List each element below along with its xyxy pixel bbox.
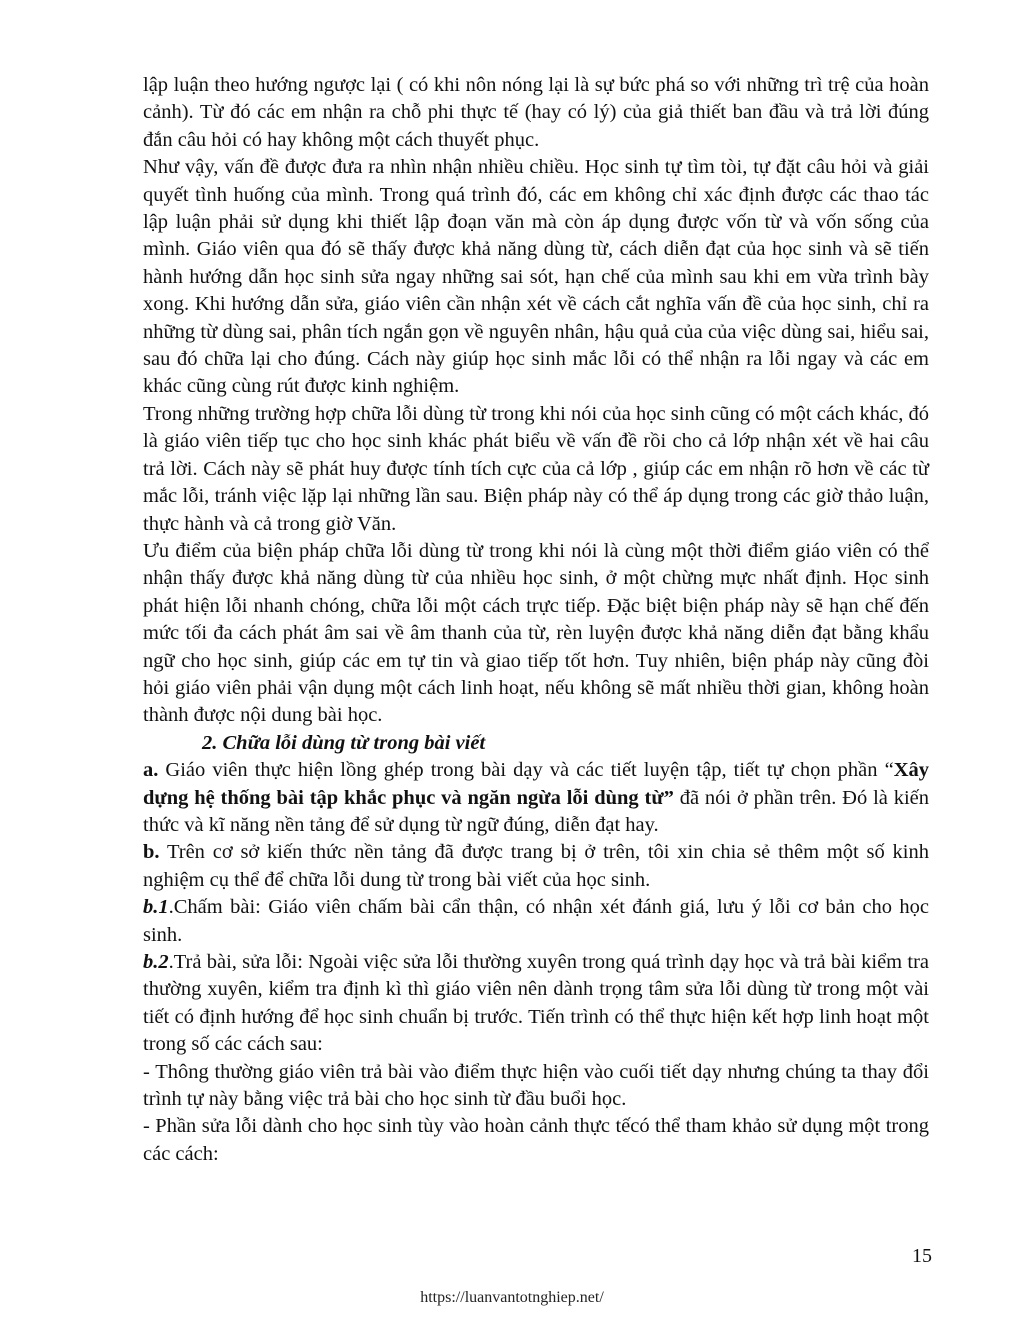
- paragraph-1: lập luận theo hướng ngược lại ( có khi nôn nóng lại là sự bức phá so với những trì trệ của hoàn cảnh). Từ đó các em nhận ra chỗ phi thực tế (hay có lý) của giả thiết ban đầu và trả lời đúng đắn câu hỏi có hay không một cách thuyết phục.: [143, 74, 929, 151]
- section-heading: 2. Chữa lỗi dùng từ trong bài viết: [202, 731, 486, 754]
- paragraph-b-text: Trên cơ sở kiến thức nền tảng đã được trang bị ở trên, tôi xin chia sẻ thêm một số kinh nghiệm cụ thể để chữa lỗi dung từ trong bài viết của học sinh.: [143, 841, 929, 891]
- paragraph-b2-text: .Trả bài, sửa lỗi: Ngoài việc sửa lỗi thường xuyên trong quá trình dạy học và trả bài kiểm tra thường xuyên, kiểm tra định kì thì giáo viên nên dành trọng tâm sửa lỗi dùng từ trong một vài tiết có định hướng để học sinh chuẩn bị trước. Tiến trình có thể thực hiện kết hợp linh hoạt một trong số các cách sau:: [143, 951, 929, 1056]
- paragraph-b1-text: .Chấm bài: Giáo viên chấm bài cẩn thận, có nhận xét đánh giá, lưu ý lỗi cơ bản cho học sinh.: [143, 896, 929, 946]
- paragraph-a-text-1: Giáo viên thực hiện lồng ghép trong bài dạy và các tiết luyện tập, tiết tự chọn phần “: [158, 759, 894, 782]
- dash-item-1: - Thông thường giáo viên trả bài vào điểm thực hiện vào cuối tiết dạy nhưng chúng ta thay đổi trình tự này bằng việc trả bài cho học sinh từ đầu buổi học.: [143, 1060, 929, 1111]
- paragraph-2: Như vậy, vấn đề được đưa ra nhìn nhận nhiều chiều. Học sinh tự tìm tòi, tự đặt câu hỏi và giải quyết tình huống của mình. Trong quá trình đó, các em không chỉ xác định được các thao tác lập luận phải sử dụng khi thiết lập đoạn văn mà còn áp dụng được vốn từ và vốn sống của mình. Giáo viên qua đó sẽ thấy được khả năng dùng từ, cách diễn đạt của học sinh và sẽ tiến hành hướng dẫn học sinh sửa ngay những sai sót, hạn chế của mình sau khi em vừa trình bày xong. Khi hướng dẫn sửa, giáo viên cần nhận xét về cách cắt nghĩa vấn đề của học sinh, chỉ ra những từ dùng sai, phân tích ngắn gọn về nguyên nhân, hậu quả của của việc dùng sai, hiểu sai, sau đó chữa lại cho đúng. Cách này giúp học sinh mắc lỗi có thể nhận ra lỗi ngay và các em khác cũng cùng rút được kinh nghiệm.: [143, 156, 929, 398]
- paragraph-b: [143, 839, 929, 894]
- paragraph-a-bold-title: Xây dựng hệ thống bài tập khắc phục và ngăn ngừa lỗi dùng từ”: [143, 759, 929, 809]
- paragraph-b1: [143, 894, 929, 949]
- dash-item-2: - Phần sửa lỗi dành cho học sinh tùy vào hoàn cảnh thực tếcó thể tham khảo sử dụng một trong các cách:: [143, 1115, 929, 1165]
- document-body: [143, 72, 929, 1168]
- paragraph-b2-label: b.2: [143, 951, 169, 973]
- paragraph-a-label: a.: [143, 759, 159, 782]
- paragraph-b2: [143, 949, 929, 1059]
- page-number: 15: [912, 1245, 932, 1267]
- paragraph-b1-label: b.1: [143, 896, 169, 919]
- footer-url: https://luanvantotnghiep.net/: [420, 1289, 604, 1306]
- paragraph-4: Ưu điểm của biện pháp chữa lỗi dùng từ trong khi nói là cùng một thời điểm giáo viên có thể nhận thấy được khả năng dùng từ của nhiều học sinh, ở một chừng mực nhất định. Học sinh phát hiện lỗi nhanh chóng, chữa lỗi một cách trực tiếp. Đặc biệt biện pháp này sẽ hạn chế đến mức tối đa cách phát âm sai về âm thanh của từ, rèn luyện được khả năng diễn đạt bằng khẩu ngữ cho học sinh, giúp các em tự tin và giao tiếp tốt hơn. Tuy nhiên, biện pháp này cũng đòi hỏi giáo viên phải vận dụng một cách linh hoạt, nếu không sẽ mất nhiều thời gian, không hoàn thành được nội dung bài học.: [143, 539, 929, 727]
- paragraph-3: Trong những trường hợp chữa lỗi dùng từ trong khi nói của học sinh cũng có một cách khác, đó là giáo viên tiếp tục cho học sinh khác phát biểu về vấn đề rồi cho cả lớp nhận xét về hai câu trả lời. Cách này sẽ phát huy được tính tích cực của cả lớp , giúp các em nhận rõ hơn về các từ mắc lỗi, tránh việc lặp lại những lần sau. Biện pháp này có thể áp dụng trong các giờ thảo luận, thực hành và cả trong giờ Văn.: [143, 402, 929, 535]
- paragraph-a-text-2: đã nói ở phần trên. Đó là kiến thức và kĩ năng nền tảng để sử dụng từ ngữ đúng, diễn đạt hay.: [143, 786, 929, 836]
- paragraph-a: [143, 757, 929, 839]
- paragraph-b-label: b.: [143, 841, 160, 864]
